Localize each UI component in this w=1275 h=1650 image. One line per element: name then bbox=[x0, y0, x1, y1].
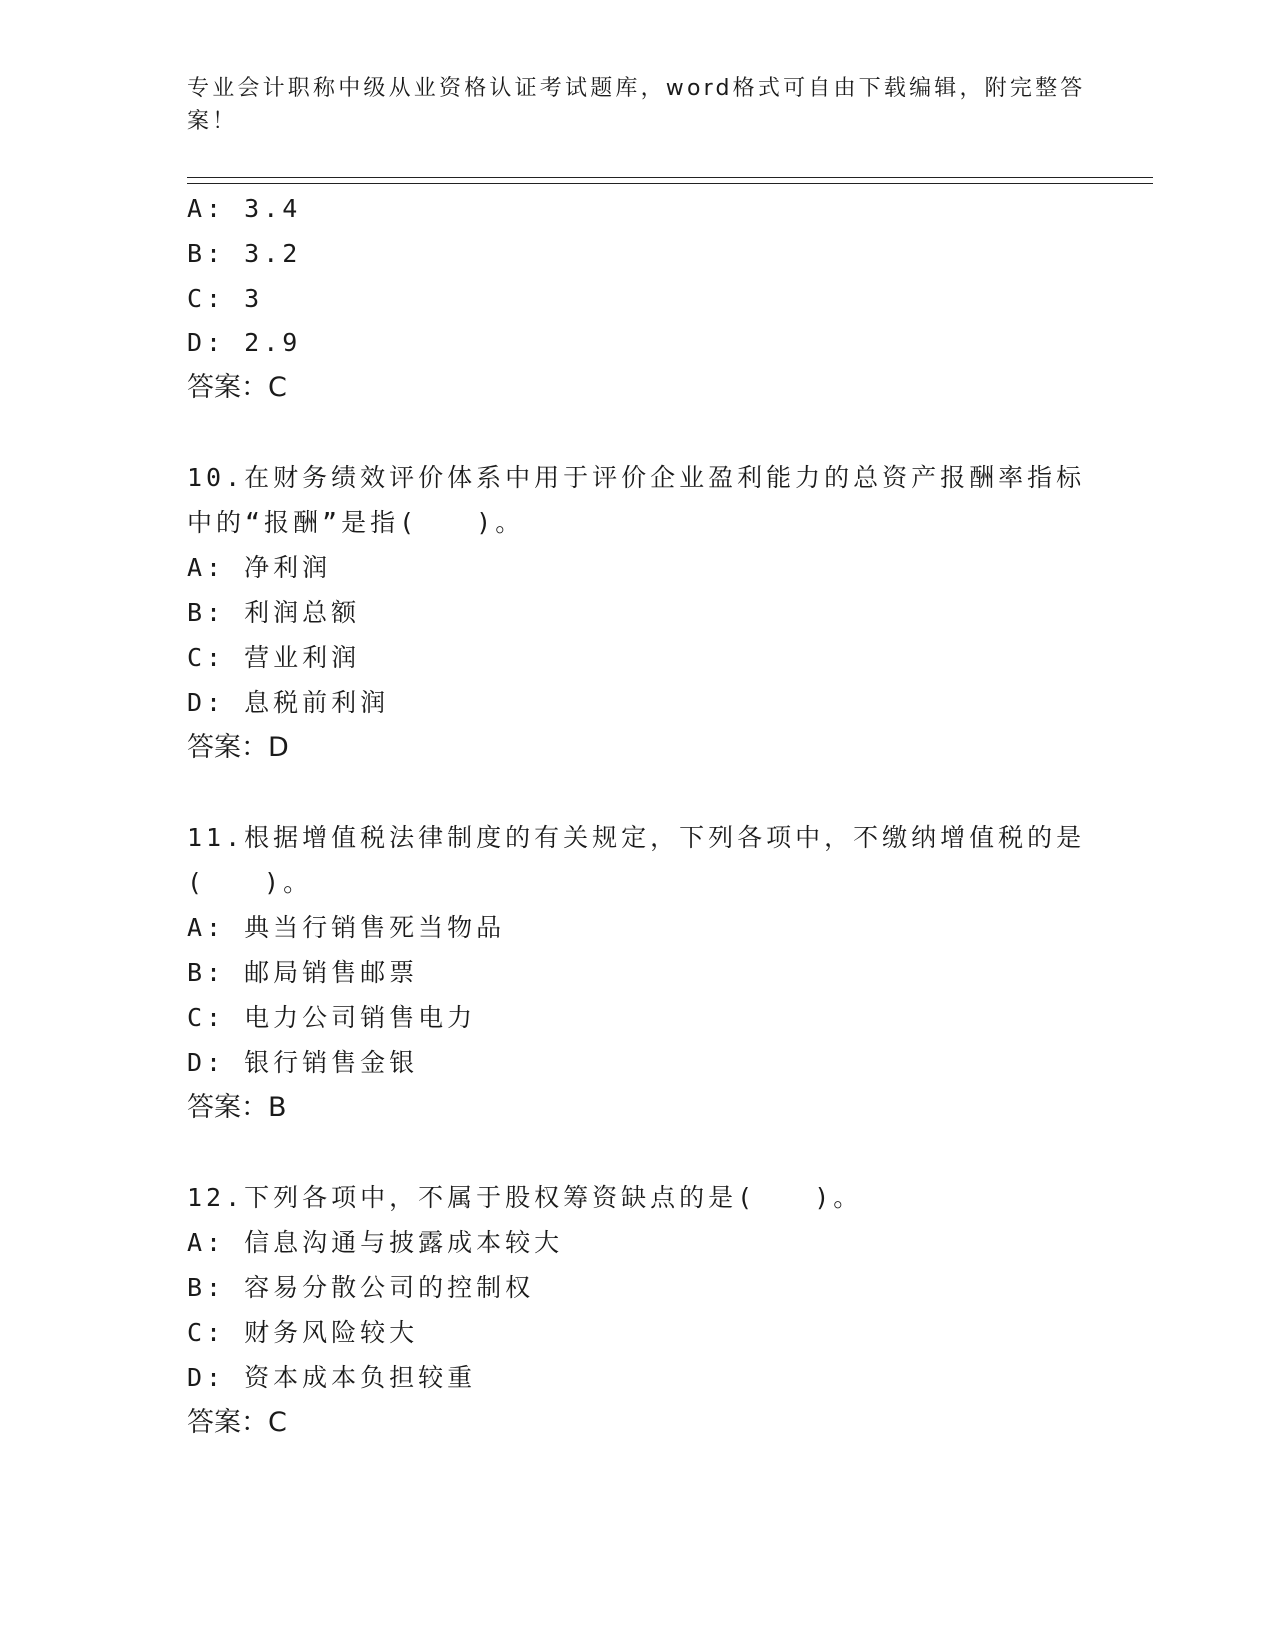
q9-option-a: A: 3.4 bbox=[187, 194, 302, 223]
q9-answer: 答案：C bbox=[187, 372, 287, 403]
q12-stem-line1: 12.下列各项中，不属于股权筹资缺点的是( )。 bbox=[187, 1183, 863, 1212]
q10-option-d: D: 息税前利润 bbox=[187, 688, 390, 717]
header-divider-top bbox=[187, 177, 1153, 178]
q11-option-b: B: 邮局销售邮票 bbox=[187, 958, 419, 987]
q12-option-b: B: 容易分散公司的控制权 bbox=[187, 1273, 535, 1302]
document-header: 专业会计职称中级从业资格认证考试题库，word格式可自由下载编辑，附完整答案！ bbox=[187, 76, 1086, 134]
q11-stem-line1: 11.根据增值税法律制度的有关规定，下列各项中，不缴纳增值税的是 bbox=[187, 823, 1086, 852]
header-divider-bottom bbox=[187, 183, 1153, 184]
q12-option-d: D: 资本成本负担较重 bbox=[187, 1363, 477, 1392]
q12-option-a: A: 信息沟通与披露成本较大 bbox=[187, 1228, 564, 1257]
q9-option-b: B: 3.2 bbox=[187, 239, 302, 268]
q9-option-c: C: 3 bbox=[187, 284, 264, 313]
q11-answer: 答案：B bbox=[187, 1092, 287, 1123]
q10-answer: 答案：D bbox=[187, 732, 289, 763]
q10-stem-line1: 10.在财务绩效评价体系中用于评价企业盈利能力的总资产报酬率指标 bbox=[187, 463, 1086, 492]
q10-option-b: B: 利润总额 bbox=[187, 598, 361, 627]
q11-stem-line2: ( )。 bbox=[187, 868, 313, 897]
q10-option-c: C: 营业利润 bbox=[187, 643, 361, 672]
q12-answer: 答案：C bbox=[187, 1407, 287, 1438]
q11-option-a: A: 典当行销售死当物品 bbox=[187, 913, 506, 942]
q9-option-d: D: 2.9 bbox=[187, 328, 302, 357]
q11-option-d: D: 银行销售金银 bbox=[187, 1048, 419, 1077]
q10-option-a: A: 净利润 bbox=[187, 553, 332, 582]
q12-option-c: C: 财务风险较大 bbox=[187, 1318, 419, 1347]
q11-option-c: C: 电力公司销售电力 bbox=[187, 1003, 477, 1032]
q10-stem-line2: 中的“报酬”是指( )。 bbox=[187, 508, 525, 537]
